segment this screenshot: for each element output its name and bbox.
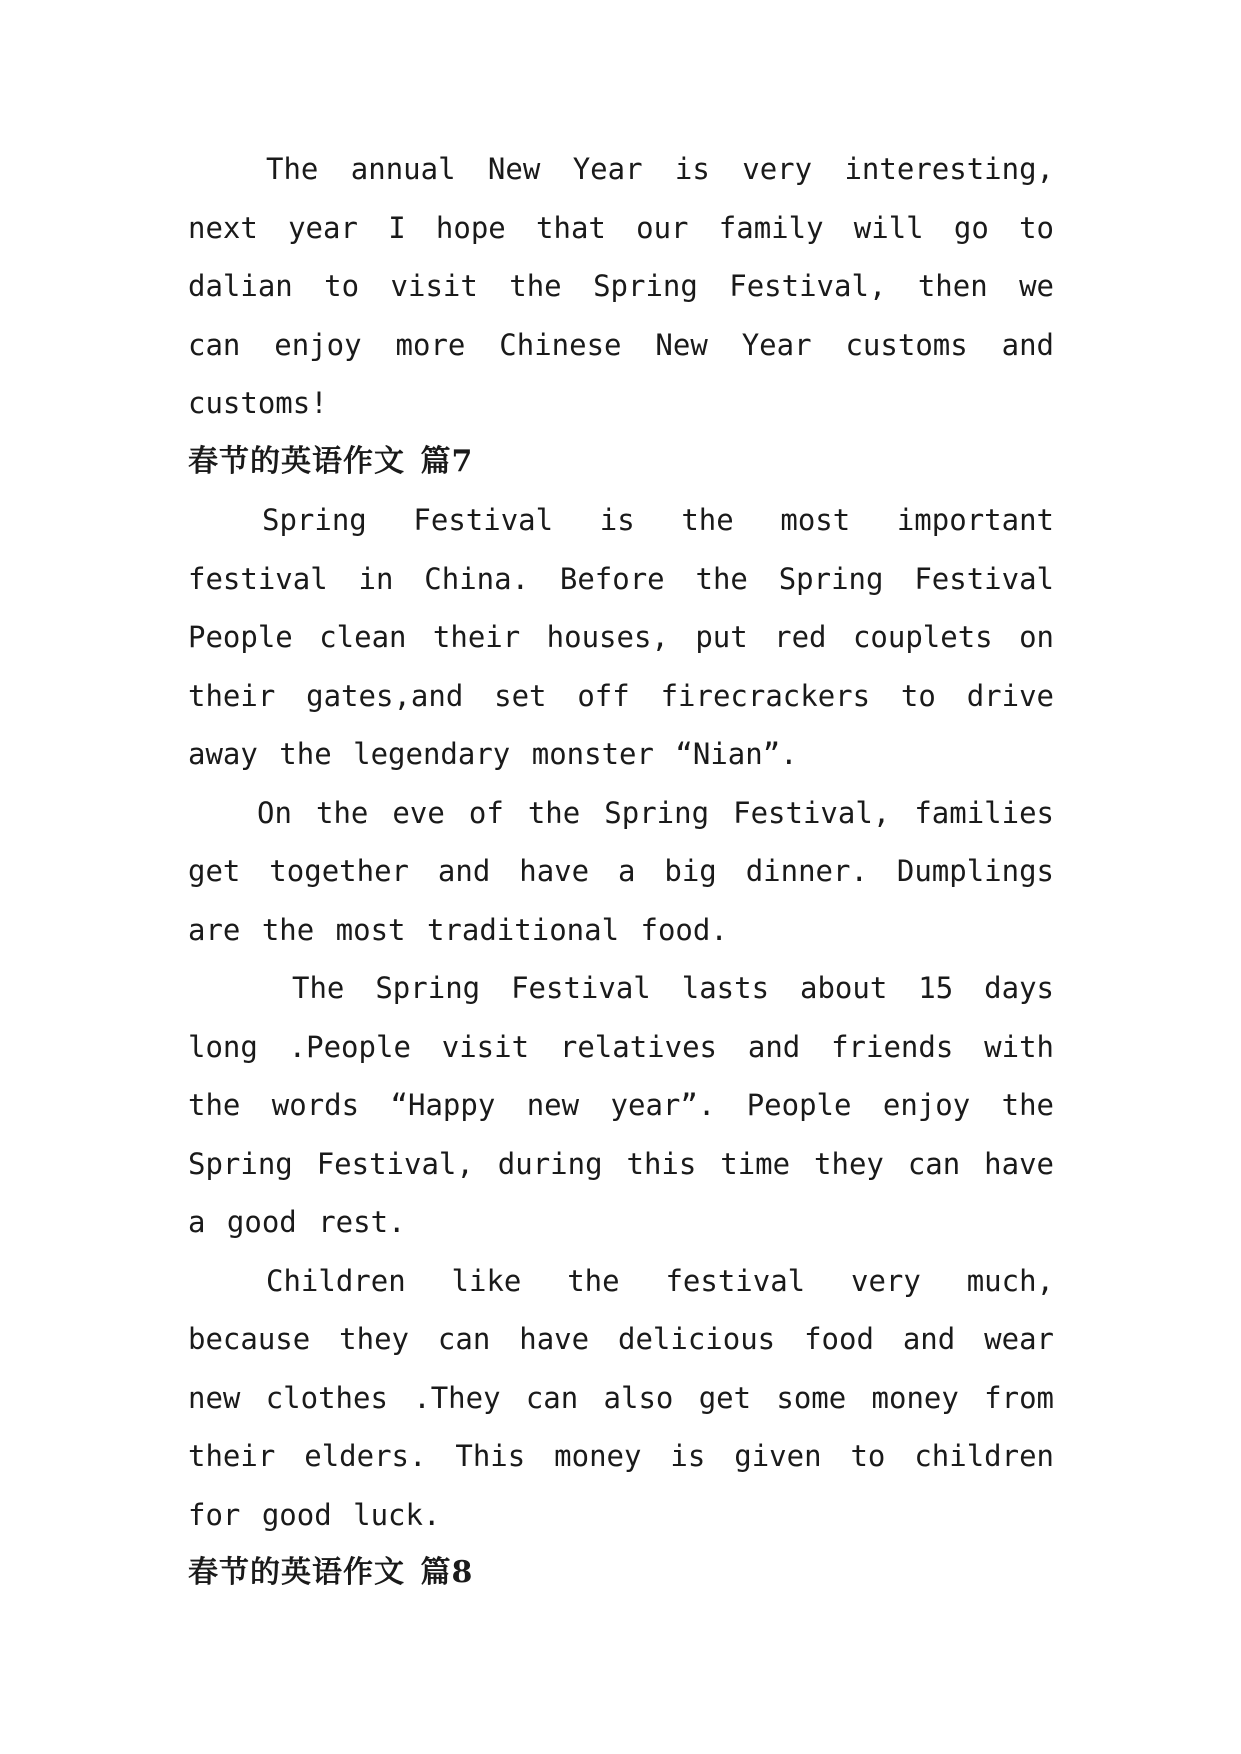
paragraph-spring-festival-important: Spring Festival is the most important festival in China. Before the Spring Festival People clean their houses, put red couplets on their gates,and set off firecrackers to drive away the legendary monster “Nian”. <box>188 503 1054 771</box>
section-heading-8: 春节的英语作文 篇8 <box>188 1555 474 1590</box>
paragraph-new-year-interesting: The annual New Year is very interesting, next year I hope that our family will go to dalian to visit the Spring Festival, then we can enjoy more Chinese New Year customs and customs! <box>188 152 1054 420</box>
section-heading-7: 春节的英语作文 篇7 <box>188 443 474 479</box>
paragraph-eve-dinner: On the eve of the Spring Festival, families get together and have a big dinner. Dumplings are the most traditional food. <box>188 795 1054 947</box>
paragraph-festival-lasts: The Spring Festival lasts about 15 days long .People visit relatives and friends with the words “Happy new year”. People enjoy the Spring Festival, during this time they can have a good rest. <box>188 971 1054 1239</box>
paragraph-children-like: Children like the festival very much, because they can have delicious food and wear new clothes .They can also get some money from their elders. This money is given to children for good luck. <box>188 1263 1054 1532</box>
document-body <box>188 140 1054 1603</box>
